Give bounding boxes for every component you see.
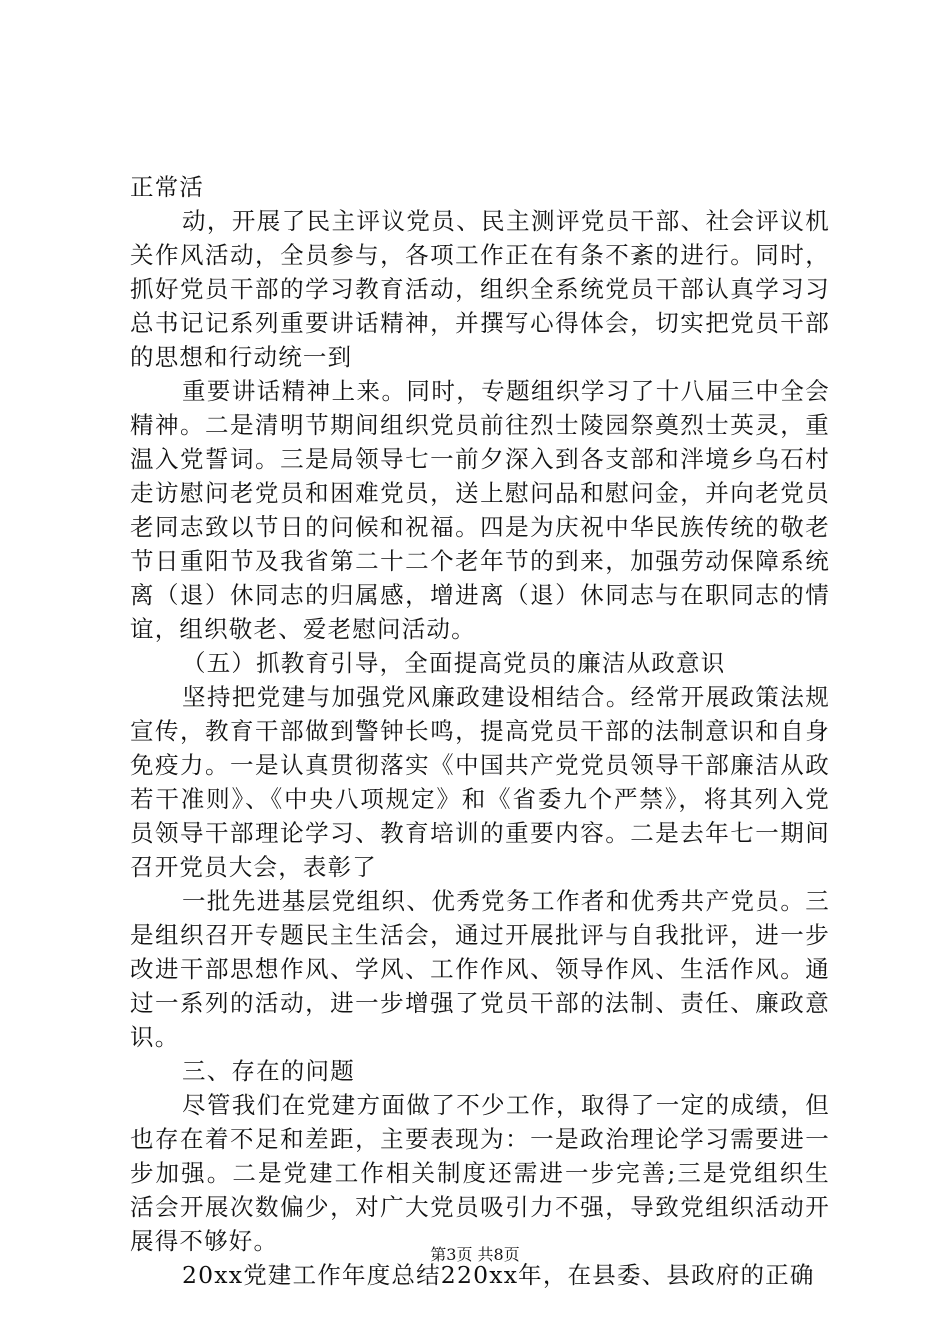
- section-heading: （五）抓教育引导，全面提高党员的廉洁从政意识: [182, 649, 726, 677]
- paragraph: 坚持把党建与加强党风廉政建设相结合。经常开展政策法规宣传，教育干部做到警钟长鸣，提高党员干部的法制意识和自身免疫力。一是认真贯彻落实《中国共产党党员领导干部廉洁从政若干准则》、《中央八项规定》和《省委九个严禁》，将其列入党员领导干部理论学习、教育培训的重要内容。二是去年七一期间召开党员大会，表彰了: [130, 683, 830, 881]
- section-heading: 三、存在的问题: [182, 1057, 355, 1085]
- paragraph: 重要讲话精神上来。同时，专题组织学习了十八届三中全会精神。二是清明节期间组织党员前往烈士陵园祭奠烈士英灵，重温入党誓词。三是局领导七一前夕深入到各支部和泮境乡乌石村走访慰问老党员和困难党员，送上慰问品和慰问金，并向老党员老同志致以节日的问候和祝福。四是为庆祝中华民族传统的敬老节日重阳节及我省第二十二个老年节的到来，加强劳动保障系统离（退）休同志的归属感，增进离（退）休同志与在职同志的情谊，组织敬老、爱老慰问活动。: [130, 377, 830, 643]
- paragraph: 一批先进基层党组织、优秀党务工作者和优秀共产党员。三是组织召开专题民主生活会，通过开展批评与自我批评，进一步改进干部思想作风、学风、工作作风、领导作风、生活作风。通过一系列的活动，进一步增强了党员干部的法制、责任、廉政意识。: [130, 887, 830, 1051]
- page-number-footer: 第3页 共8页: [430, 1245, 520, 1264]
- paragraph: 尽管我们在党建方面做了不少工作，取得了一定的成绩，但也存在着不足和差距，主要表现为：一是政治理论学习需要进一步加强。二是党建工作相关制度还需进一步完善;三是党组织生活会开展次数偏少，对广大党员吸引力不强，导致党组织活动开展得不够好。: [130, 1091, 830, 1255]
- paragraph: 动，开展了民主评议党员、民主测评党员干部、社会评议机关作风活动，全员参与，各项工作正在有条不紊的进行。同时，抓好党员干部的学习教育活动，组织全系统党员干部认真学习习总书记记系列重要讲话精神，并撰写心得体会，切实把党员干部的思想和行动统一到: [130, 207, 830, 371]
- document-body: [130, 170, 830, 1292]
- paragraph: 20xx党建工作年度总结220xx年，在县委、县政府的正确: [182, 1261, 815, 1289]
- paragraph-continuation: 正常活: [130, 173, 205, 201]
